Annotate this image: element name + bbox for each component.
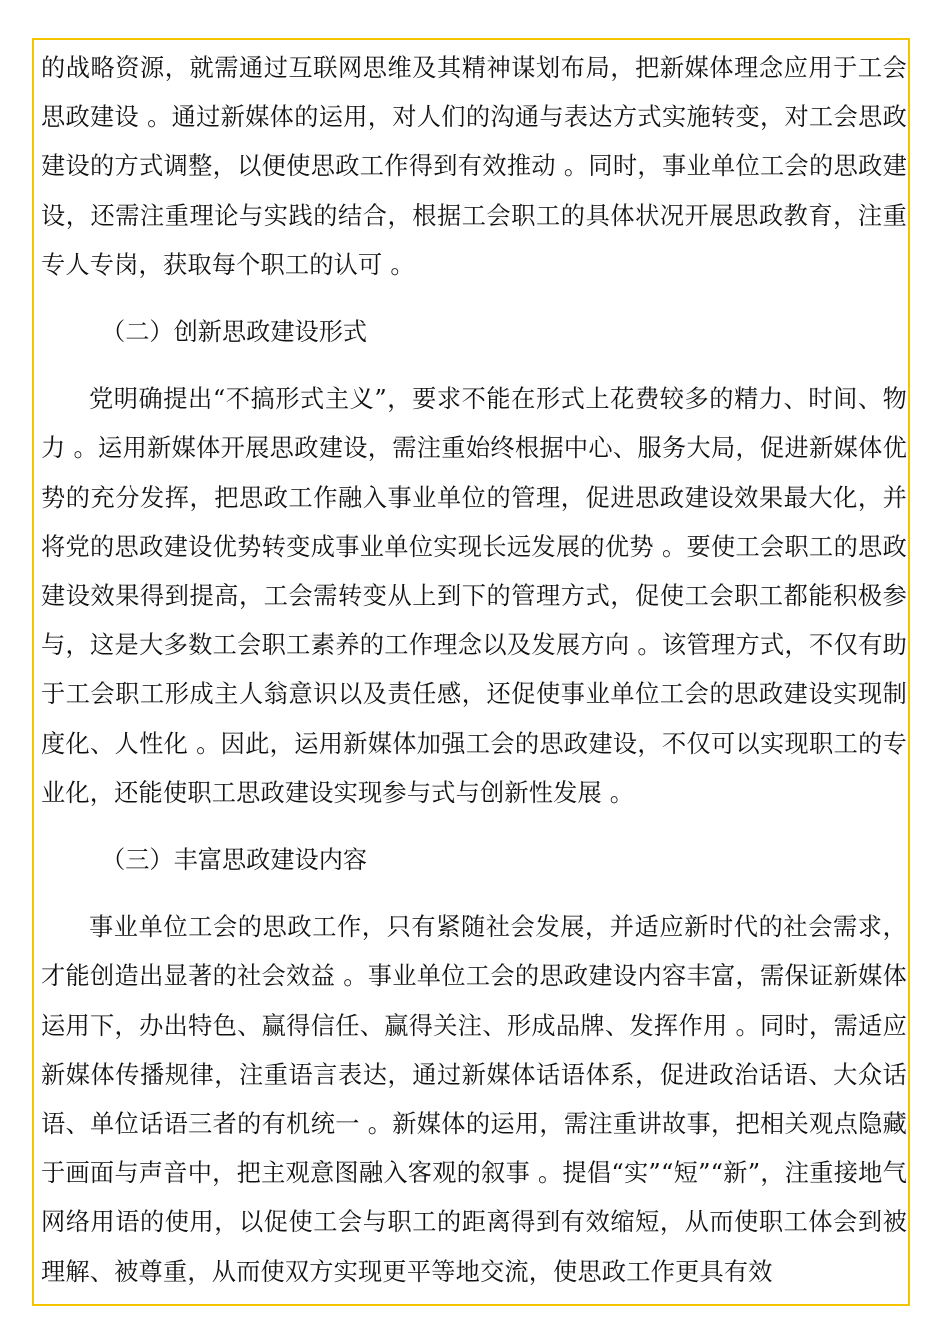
paragraph-enrich-content: 事业单位工会的思政工作，只有紧随社会发展，并适应新时代的社会需求，才能创造出显著的社会效益 。事业单位工会的思政建设内容丰富，需保证新媒体运用下，办出特色、赢得信任、赢得关注、形成品牌、发挥作用 。同时，需适应新媒体传播规律，注重语言表达，通过新媒体话语体系，促进政治话语、大众话语、单位话语三者的有机统一 。新媒体的运用，需注重讲故事，把相关观点隐藏于画面与声音中，把主观意图融入客观的叙事 。提倡“实”“短”“新”，注重接地气网络用语的使用，以促使工会与职工的距离得到有效缩短，从而使职工体会到被理解、被尊重，从而使双方实现更平等地交流，使思政工作更具有效 bbox=[41, 913, 907, 1286]
section-heading-enrich-content: （三）丰富思政建设内容 bbox=[101, 846, 368, 875]
document-body bbox=[41, 44, 907, 1297]
paragraph-gap bbox=[41, 885, 907, 903]
paragraph-gap bbox=[41, 357, 907, 375]
paragraph-innovate-form: 党明确提出“不搞形式主义”，要求不能在形式上花费较多的精力、时间、物力 。运用新媒体开展思政建设，需注重始终根据中心、服务大局，促进新媒体优势的充分发挥，把思政工作融入事业单位的管理，促进思政建设效果最大化，并将党的思政建设优势转变成事业单位实现长远发展的优势 。要使工会职工的思政建设效果得到提高，工会需转变从上到下的管理方式，促使工会职工都能积极参与，这是大多数工会职工素养的工作理念以及发展方向 。该管理方式，不仅有助于工会职工形成主人翁意识以及责任感，还促使事业单位工会的思政建设实现制度化、人性化 。因此，运用新媒体加强工会的思政建设，不仅可以实现职工的专业化，还能使职工思政建设实现参与式与创新性发展 。 bbox=[41, 385, 907, 807]
section-heading-innovate-form: （二）创新思政建设形式 bbox=[101, 318, 368, 347]
paragraph-gap bbox=[41, 818, 907, 836]
paragraph-continued: 的战略资源，就需通过互联网思维及其精神谋划布局，把新媒体理念应用于工会思政建设 。通过新媒体的运用，对人们的沟通与表达方式实施转变，对工会思政建设的方式调整，以便使思政工作得到有效推动 。同时，事业单位工会的思政建设，还需注重理论与实践的结合，根据工会职工的具体状况开展思政教育，注重专人专岗，获取每个职工的认可 。 bbox=[41, 54, 907, 279]
paragraph-gap bbox=[41, 290, 907, 308]
